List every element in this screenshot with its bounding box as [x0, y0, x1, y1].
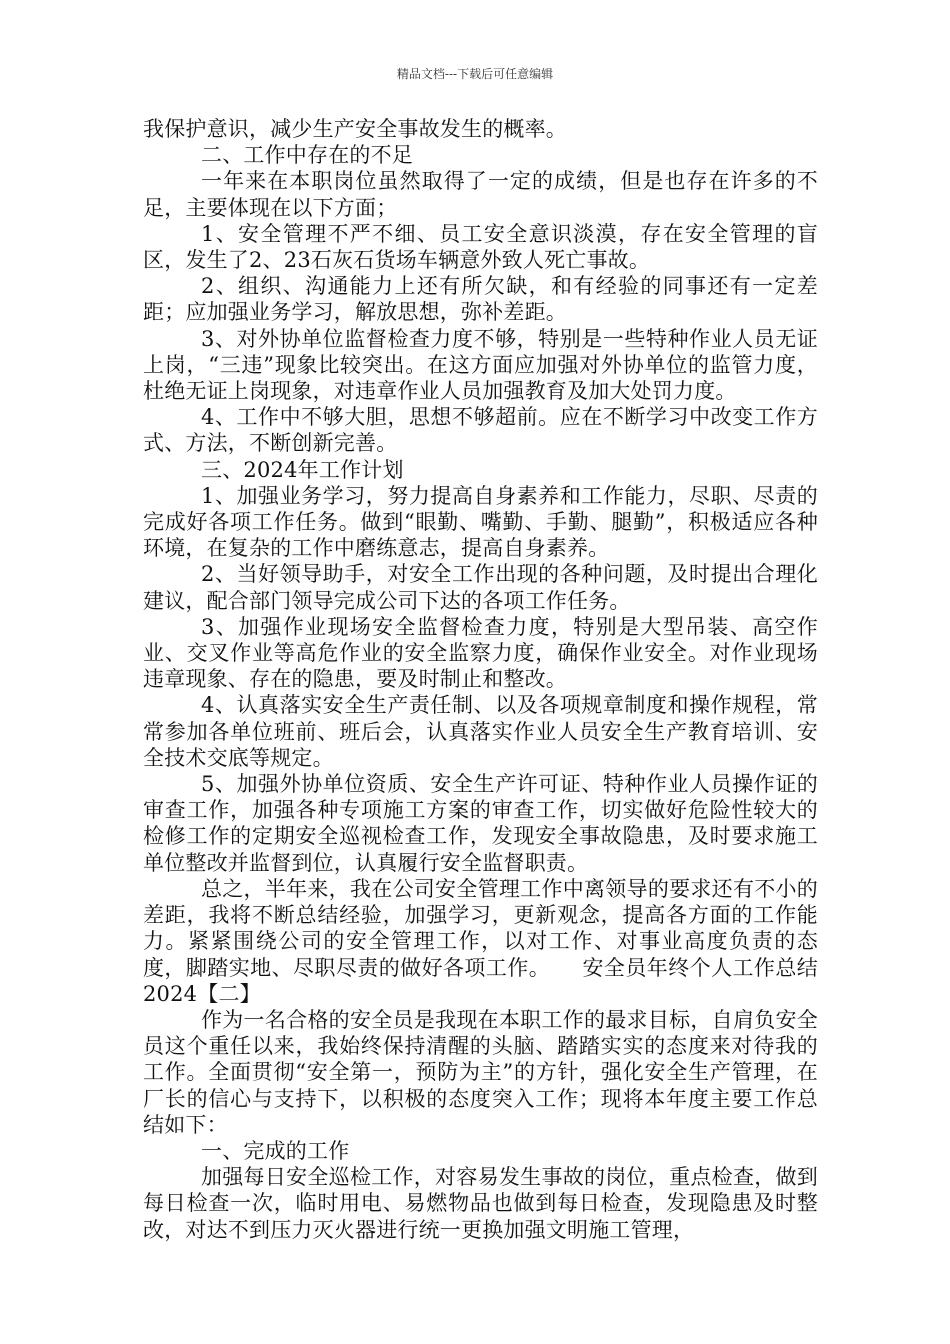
paragraph: 一年来在本职岗位虽然取得了一定的成绩，但是也存在许多的不足，主要体现在以下方面；: [143, 169, 818, 220]
list-item: 2、当好领导助手，对安全工作出现的各种问题，及时提出合理化建议，配合部门领导完成公司下达的各项工作任务。: [143, 562, 818, 613]
paragraph: 总之，半年来，我在公司安全管理工作中离领导的要求还有不小的差距，我将不断总结经验，加强学习，更新观念，提高各方面的工作能力。紧紧围绕公司的安全管理工作，以对工作、对事业高度负责的态度，脚踏实地、尽职尽责的做好各项工作。 安全员年终个人工作总结2024【二】: [143, 876, 818, 1006]
list-item: 5、加强外协单位资质、安全生产许可证、特种作业人员操作证的审查工作，加强各种专项施工方案的审查工作，切实做好危险性较大的 检修工作的定期安全巡视检查工作，发现安全事故隐患，及时要求施工单位整改并监督到位，认真履行安全监督职责。: [143, 772, 818, 875]
list-item: 4、工作中不够大胆，思想不够超前。应在不断学习中改变工作方式、方法，不断创新完善。: [143, 405, 818, 456]
list-item: 2、组织、沟通能力上还有所欠缺，和有经验的同事还有一定差距；应加强业务学习，解放思想，弥补差距。: [143, 274, 818, 325]
page-header: 精品文档---下载后可任意编辑: [396, 67, 554, 81]
paragraph: 加强每日安全巡检工作，对容易发生事故的岗位，重点检查，做到每日检查一次，临时用电、易燃物品也做到每日检查，发现隐患及时整改，对达不到压力灭火器进行统一更换加强文明施工管理，: [143, 1165, 818, 1242]
list-item: 4、认真落实安全生产责任制、以及各项规章制度和操作规程，常常参加各单位班前、班后会，认真落实作业人员安全生产教育培训、安全技术交底等规定。: [143, 693, 818, 770]
paragraph: 我保护意识，减少生产安全事故发生的概率。: [143, 117, 567, 141]
list-item: 3、加强作业现场安全监督检查力度，特别是大型吊装、高空作业、交叉作业等高危作业的安全监察力度，确保作业安全。对作业现场违章现象、存在的隐患，要及时制止和整改。: [143, 614, 818, 692]
section-heading: 一、完成的工作: [201, 1138, 350, 1163]
paragraph: 作为一名合格的安全员是我现在本职工作的最求目标，自肩负安全员这个重任以来，我始终保持清醒的头脑、踏踏实实的态度来对待我的工作。全面贯彻“安全第一，预防为主”的方针，强化安全生产管理，在厂长的信心与支持下，以积极的态度突入工作；现将本年度主要工作总结如下：: [143, 1007, 818, 1137]
section-heading: 二、工作中存在的不足: [201, 143, 413, 168]
section-heading: 三、2024年工作计划: [201, 457, 404, 482]
list-item: 1、加强业务学习，努力提高自身素养和工作能力，尽职、尽责的完成好各项工作任务。做到“眼勤、嘴勤、手勤、腿勤”，积极适应各种环境，在复杂的工作中磨练意志，提高自身素养。: [143, 483, 818, 561]
list-item: 3、对外协单位监督检查力度不够，特别是一些特种作业人员无证上岗，“三违”现象比较突出。在这方面应加强对外协单位的监管力度，杜绝无证上岗现象，对违章作业人员加强教育及加大处罚力度。: [143, 326, 818, 404]
list-item: 1、安全管理不严不细、员工安全意识淡漠，存在安全管理的盲区，发生了2、23石灰石货场车辆意外致人死亡事故。: [143, 221, 818, 273]
document-body: [143, 116, 818, 1243]
